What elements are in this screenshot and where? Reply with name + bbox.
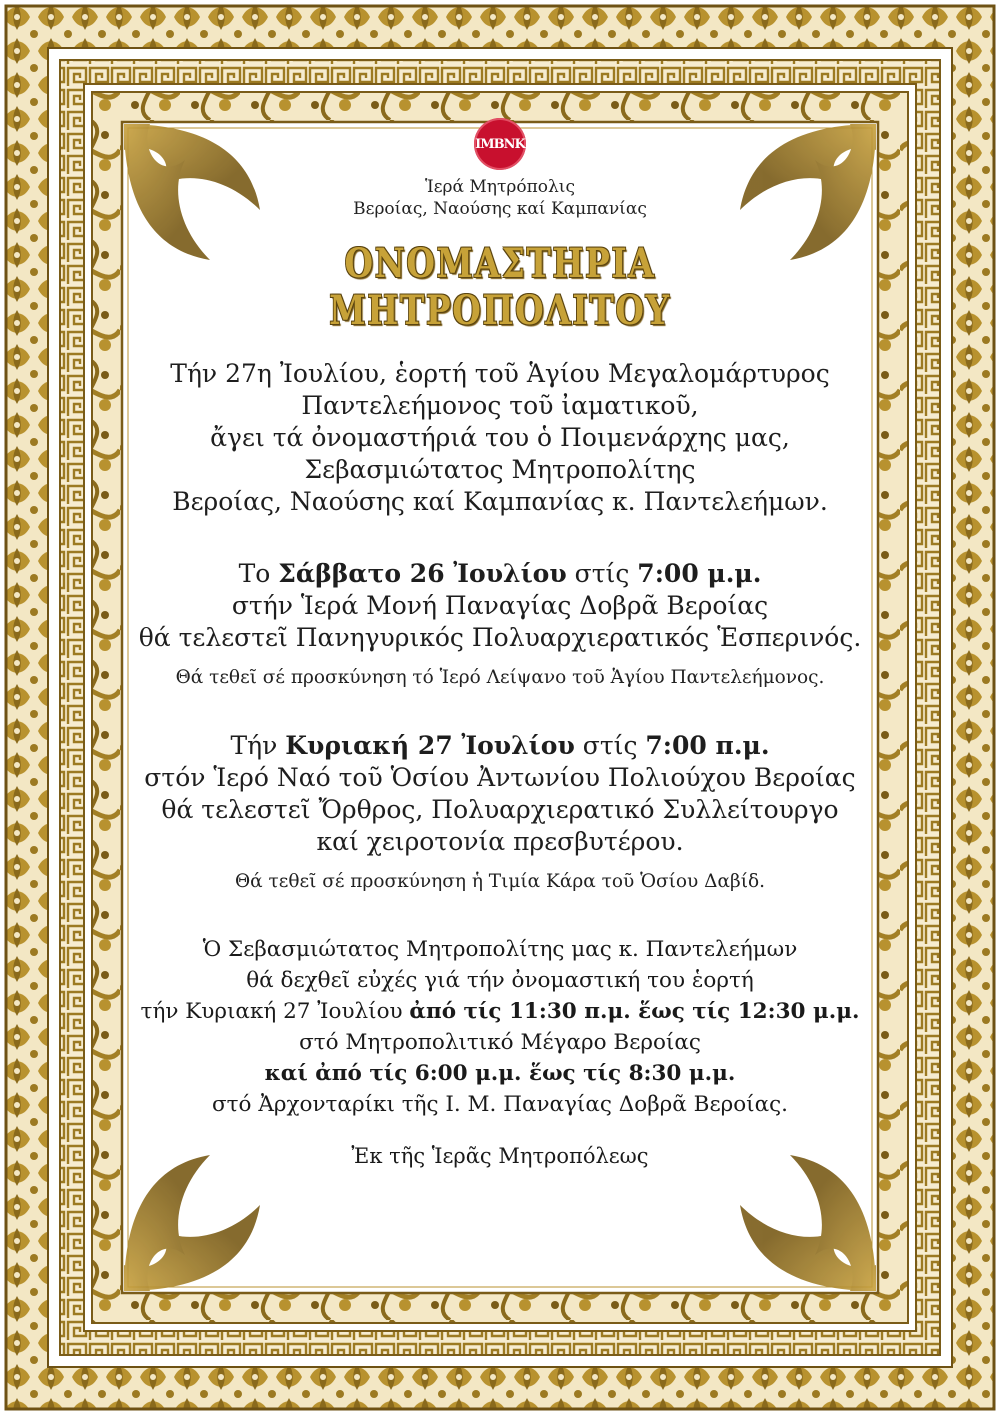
sunday-location: στόν Ἱερό Ναό τοῦ Ὁσίου Ἀντωνίου Πολιούχου Βεροίας: [144, 763, 856, 792]
wishes-morning-hours: ἀπό τίς 11:30 π.μ. ἕως τίς 12:30 μ.μ.: [409, 999, 860, 1024]
sunday-service: θά τελεστεῖ Ὄρθρος, Πολυαρχιερατικό Συλλείτουργο: [161, 795, 839, 824]
metropolis-seal-icon: [474, 118, 526, 170]
seal-monogram: ΙΜΒΝΚ: [475, 136, 525, 152]
seal-container: [130, 118, 870, 170]
wishes-line: στό Ἀρχονταρίκι τῆς Ι. Μ. Παναγίας Δοβρᾶ Βεροίας.: [211, 1092, 788, 1117]
saturday-note: Θά τεθεῖ σέ προσκύνηση τό Ἱερό Λείψανο τοῦ Ἁγίου Παντελεήμονος.: [175, 667, 825, 688]
sunday-note: Θά τεθεῖ σέ προσκύνηση ἡ Τιμία Κάρα τοῦ Ὁσίου Δαβίδ.: [235, 871, 765, 892]
intro-line: Σεβασμιώτατος Μητροπολίτης: [304, 455, 696, 484]
issuer-line-1: Ἱερά Μητρόπολις: [425, 177, 575, 197]
sunday-ordination: καί χειροτονία πρεσβυτέρου.: [316, 827, 684, 856]
sunday-time: 7:00 π.μ.: [645, 731, 770, 760]
sunday-heading: [130, 730, 870, 762]
saturday-section: [130, 558, 870, 654]
intro-line: ἄγει τά ὀνομαστήριά του ὁ Ποιμενάρχης μας,: [210, 423, 790, 452]
intro-line: Βεροίας, Ναούσης καί Καμπανίας κ. Παντελεήμων.: [172, 487, 828, 516]
saturday-heading: [130, 558, 870, 590]
wishes-time-line: [130, 996, 870, 1027]
issuer-line-2: Βεροίας, Ναούσης καί Καμπανίας: [353, 199, 647, 219]
issuer-name: [130, 176, 870, 220]
wishes-line: στό Μητροπολιτικό Μέγαρο Βεροίας: [299, 1030, 701, 1055]
sunday-mid: στίς: [574, 731, 646, 760]
wishes-evening-hours: καί ἀπό τίς 6:00 μ.μ. ἕως τίς 8:30 μ.μ.: [264, 1061, 736, 1086]
sunday-section: [130, 730, 870, 858]
saturday-location: στήν Ἱερά Μονή Παναγίας Δοβρᾶ Βεροίας: [231, 591, 769, 620]
intro-line: Τήν 27η Ἰουλίου, ἑορτή τοῦ Ἁγίου Μεγαλομάρτυρος: [170, 359, 830, 388]
wishes-line: θά δεχθεῖ εὐχές γιά τήν ὀνομαστική του ἑορτή: [246, 968, 754, 993]
intro-line: Παντελεήμονος τοῦ ἰαματικοῦ,: [301, 391, 699, 420]
intro-paragraph: [130, 358, 870, 518]
saturday-time: 7:00 μ.μ.: [637, 559, 762, 588]
saturday-date: Σάββατο 26 Ἰουλίου: [278, 559, 567, 588]
page-title: ΟΝΟΜΑΣΤΗΡΙΑ ΜΗΤΡΟΠΟΛΙΤΟΥ: [329, 240, 671, 334]
closing-signature: Ἐκ τῆς Ἱερᾶς Μητροπόλεως: [351, 1144, 649, 1168]
wishes-line: Ὁ Σεβασμιώτατος Μητροπολίτης μας κ. Παντελεήμων: [202, 937, 798, 962]
saturday-service: θά τελεστεῖ Πανηγυρικός Πολυαρχιερατικός Ἑσπερινός.: [138, 623, 862, 652]
sunday-date: Κυριακή 27 Ἰουλίου: [285, 731, 575, 760]
wishes-day: τήν Κυριακή 27 Ἰουλίου: [140, 999, 410, 1024]
saturday-mid: στίς: [566, 559, 638, 588]
sunday-pre: Τήν: [230, 731, 286, 760]
wishes-section: [130, 934, 870, 1120]
saturday-pre: Το: [238, 559, 279, 588]
announcement-content: [130, 118, 870, 1168]
